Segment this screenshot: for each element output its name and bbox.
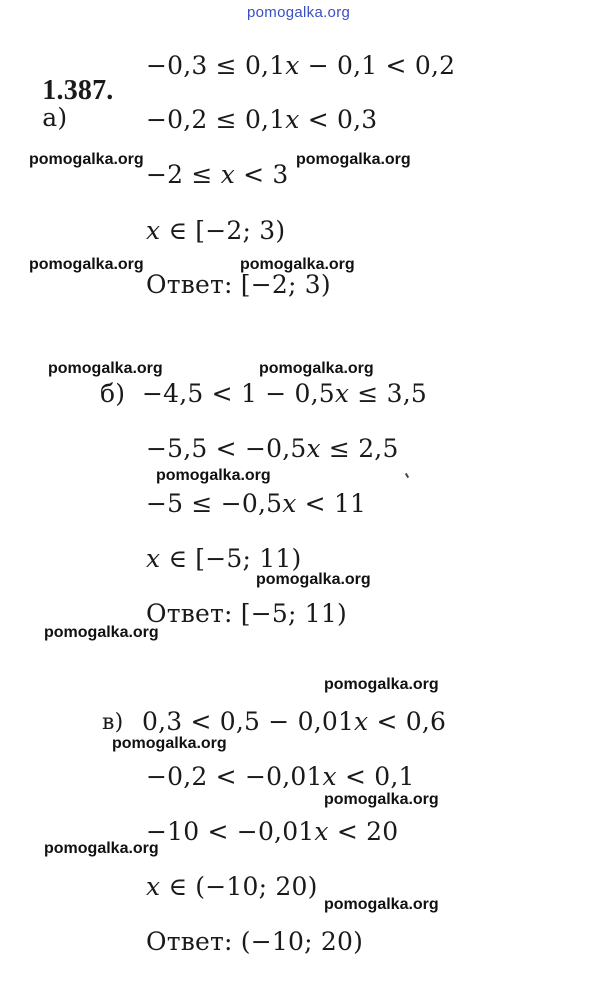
watermark: pomogalka.org <box>48 360 163 377</box>
part-b-label: б) <box>100 379 126 408</box>
watermark: pomogalka.org <box>44 840 159 857</box>
part-b-step-4: 𝑥 ∈ [−5; 11) <box>146 544 302 573</box>
part-c-answer: Ответ: (−10; 20) <box>146 927 364 956</box>
part-b-step-3: −5 ≤ −0,5𝑥 < 11 <box>146 489 367 518</box>
watermark: pomogalka.org <box>324 896 439 913</box>
part-b-answer: Ответ: [−5; 11) <box>146 599 347 628</box>
watermark: pomogalka.org <box>44 624 159 641</box>
part-a-label: а) <box>42 103 68 132</box>
part-a-step-4: 𝑥 ∈ [−2; 3) <box>146 216 286 245</box>
part-b-step-1: −4,5 < 1 − 0,5𝑥 ≤ 3,5 <box>142 379 427 408</box>
watermark: pomogalka.org <box>256 571 371 588</box>
part-a-step-3: −2 ≤ 𝑥 < 3 <box>146 160 289 189</box>
watermark: pomogalka.org <box>324 676 439 693</box>
part-a-answer: Ответ: [−2; 3) <box>146 270 331 299</box>
watermark: pomogalka.org <box>296 151 411 168</box>
watermark: pomogalka.org <box>240 256 355 273</box>
watermark: pomogalka.org <box>156 467 271 484</box>
part-c-step-4: 𝑥 ∈ (−10; 20) <box>146 872 318 901</box>
part-c-step-2: −0,2 < −0,01𝑥 < 0,1 <box>146 762 415 791</box>
problem-number-line <box>26 52 114 130</box>
watermark: pomogalka.org <box>112 735 227 752</box>
watermark: pomogalka.org <box>324 791 439 808</box>
part-a-step-1: −0,3 ≤ 0,1𝑥 − 0,1 < 0,2 <box>146 51 456 80</box>
part-c-step-3: −10 < −0,01𝑥 < 20 <box>146 817 399 846</box>
part-c-step-1: 0,3 < 0,5 − 0,01𝑥 < 0,6 <box>142 707 447 736</box>
watermark: pomogalka.org <box>259 360 374 377</box>
watermark: pomogalka.org <box>29 151 144 168</box>
part-c-label: в) <box>102 710 124 735</box>
scan-speck <box>405 473 409 478</box>
part-b-step-2: −5,5 < −0,5𝑥 ≤ 2,5 <box>146 434 399 463</box>
problem-number: 1.387. <box>42 75 114 106</box>
part-a-step-2: −0,2 ≤ 0,1𝑥 < 0,3 <box>146 105 378 134</box>
watermark: pomogalka.org <box>29 256 144 273</box>
header-watermark: pomogalka.org <box>247 4 351 21</box>
